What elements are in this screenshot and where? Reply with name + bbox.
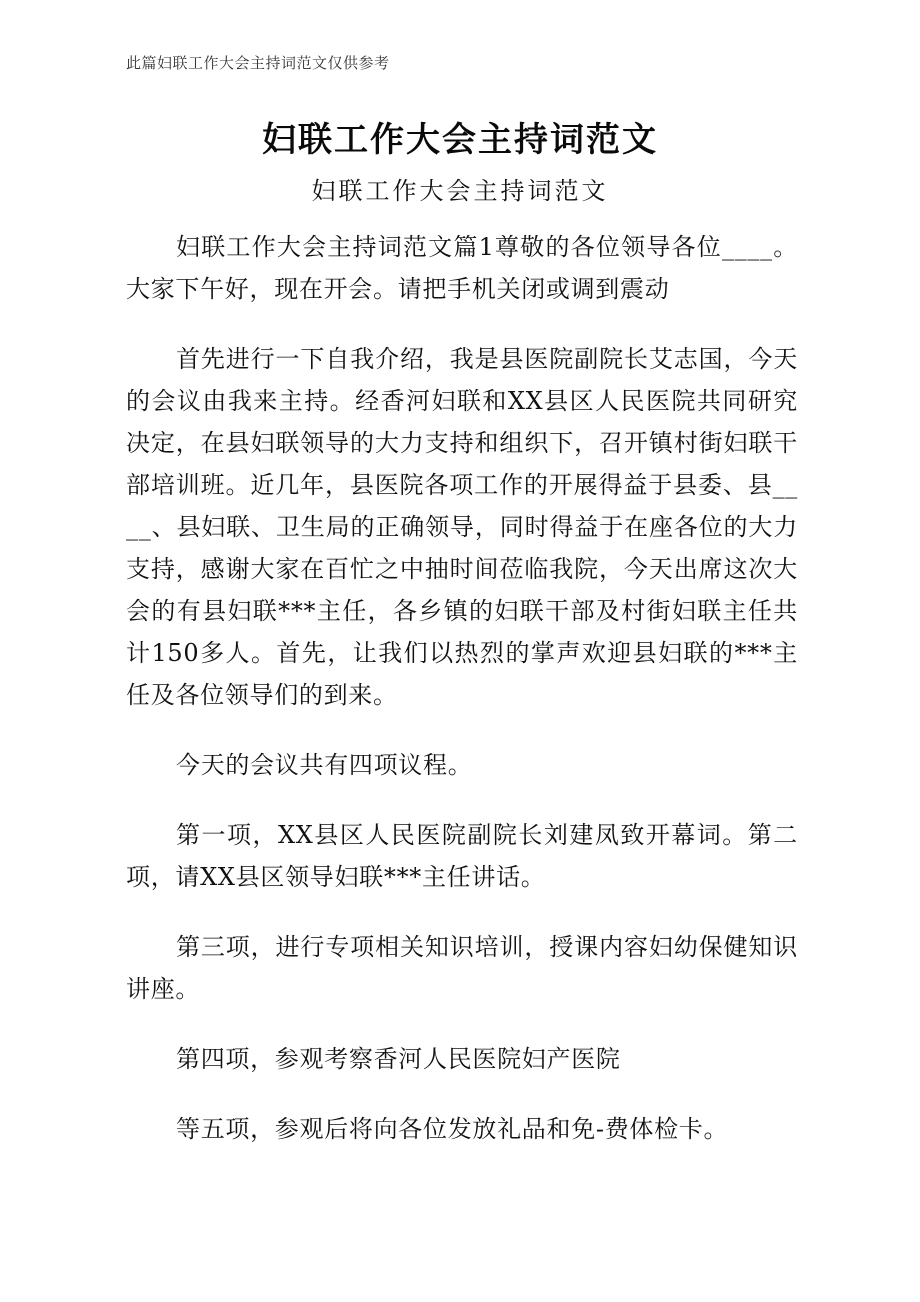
header-note: 此篇妇联工作大会主持词范文仅供参考 [126, 54, 390, 72]
paragraph-agenda-item-4: 第四项，参观考察香河人民医院妇产医院 [176, 1045, 621, 1073]
paragraph-introduction: 首先进行一下自我介绍，我是县医院副院长艾志国，今天的会议由我来主持。经香河妇联和XX县区人民医院共同研究决定，在县妇联领导的大力支持和组织下，召开镇村街妇联干部培训班。近几年，县医院各项工作的开展得益于县委、县____、县妇联、卫生局的正确领导，同时得益于在座各位的大力支持，感谢大家在百忙之中抽时间莅临我院，今天出席这次大会的有县妇联***主任，各乡镇的妇联干部及村街妇联主任共计150多人。首先，让我们以热烈的掌声欢迎县妇联的***主任及各位领导们的到来。 [126, 345, 798, 709]
document-subtitle: 妇联工作大会主持词范文 [311, 177, 609, 205]
document-body [126, 226, 798, 1178]
paragraph-agenda-item-5: 等五项，参观后将向各位发放礼品和免-费体检卡。 [176, 1115, 729, 1143]
paragraph-opening: 妇联工作大会主持词范文篇1尊敬的各位领导各位____。大家下午好，现在开会。请把手机关闭或调到震动 [126, 233, 798, 303]
document-title: 妇联工作大会主持词范文 [262, 120, 658, 160]
paragraph-agenda-intro: 今天的会议共有四项议程。 [176, 751, 473, 779]
paragraph-agenda-items-1-2: 第一项，XX县区人民医院副院长刘建凤致开幕词。第二项，请XX县区领导妇联***主任讲话。 [126, 821, 798, 891]
paragraph-agenda-item-3: 第三项，进行专项相关知识培训，授课内容妇幼保健知识讲座。 [126, 933, 798, 1003]
